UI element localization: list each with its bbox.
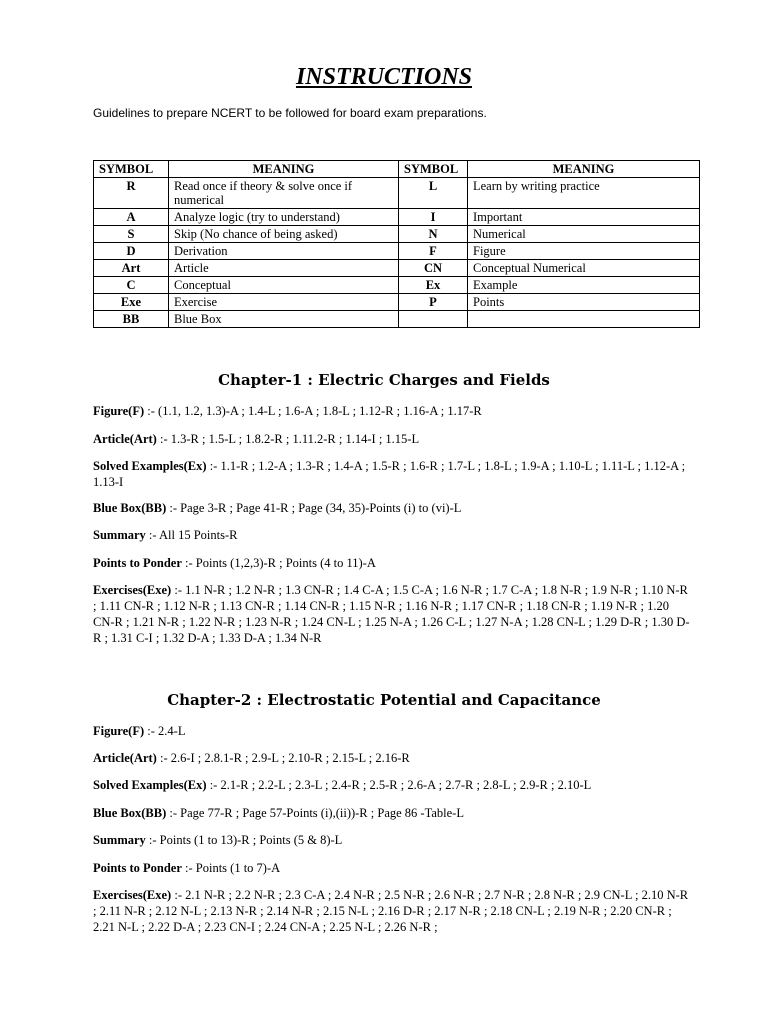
line-text: :- Page 3-R ; Page 41-R ; Page (34, 35)-Points (i) to (vi)-L (166, 501, 462, 515)
line-text: :- 1.1-R ; 1.2-A ; 1.3-R ; 1.4-A ; 1.5-R ; 1.6-R ; 1.7-L ; 1.8-L ; 1.9-A ; 1.10-L ; 1.11-L ; 1.12-A ; 1.13-I (93, 459, 686, 489)
table-row (94, 311, 700, 328)
table-cell-symbol: Exe (94, 294, 169, 311)
page-title: INSTRUCTIONS (295, 64, 473, 90)
line-label: Solved Examples(Ex) (93, 459, 207, 473)
table-header-meaning: MEANING (468, 161, 700, 178)
table-cell-symbol: R (94, 178, 169, 209)
table-cell-meaning: Conceptual Numerical (468, 260, 700, 277)
exercises-line (93, 887, 693, 935)
line-label: Article(Art) (93, 751, 157, 765)
table-cell-meaning: Important (468, 209, 700, 226)
line-label: Figure(F) (93, 404, 145, 418)
intro-text: Guidelines to prepare NCERT to be followed for board exam preparations. (93, 106, 487, 120)
table-cell-meaning: Read once if theory & solve once if numerical (169, 178, 399, 209)
table-header-symbol: SYMBOL (94, 161, 169, 178)
line-text: :- Points (1,2,3)-R ; Points (4 to 11)-A (181, 556, 376, 570)
line-label: Summary (93, 833, 146, 847)
table-row (94, 277, 700, 294)
exercises-line (93, 582, 693, 646)
table-header-meaning: MEANING (169, 161, 399, 178)
solved-examples-line (93, 458, 693, 490)
symbol-table (93, 160, 700, 328)
chapter-heading: Chapter-2 : Electrostatic Potential and Capacitance (167, 691, 601, 709)
table-header-symbol: SYMBOL (399, 161, 468, 178)
line-text: :- (1.1, 1.2, 1.3)-A ; 1.4-L ; 1.6-A ; 1.8-L ; 1.12-R ; 1.16-A ; 1.17-R (144, 404, 482, 418)
figure-line (93, 403, 693, 419)
article-line (93, 750, 693, 766)
table-cell-symbol: Ex (399, 277, 468, 294)
line-label: Summary (93, 528, 146, 542)
table-cell-meaning: Blue Box (169, 311, 399, 328)
line-text: :- Page 77-R ; Page 57-Points (i),(ii))-R ; Page 86 -Table-L (166, 806, 464, 820)
table-cell-symbol: S (94, 226, 169, 243)
blue-box-line (93, 805, 693, 821)
blue-box-line (93, 500, 693, 516)
line-text: :- 2.4-L (144, 724, 186, 738)
points-to-ponder-line (93, 860, 693, 876)
line-label: Points to Ponder (93, 556, 182, 570)
table-cell-meaning: Skip (No chance of being asked) (169, 226, 399, 243)
table-cell-meaning: Exercise (169, 294, 399, 311)
line-text: :- 1.1 N-R ; 1.2 N-R ; 1.3 CN-R ; 1.4 C-A ; 1.5 C-A ; 1.6 N-R ; 1.7 C-A ; 1.8 N-R ; 1.9 N-R ; 1.10 N-R ; 1.11 CN-R ; 1.12 N-R ; 1.13 CN-R ; 1.14 CN-R ; 1.15 N-R ; 1.16 N-R ; 1.17 CN-R ; 1.18 CN-R ; 1.19 N-R ; 1.20 CN-R ; 1.21 N-R ; 1.22 N-R ; 1.23 N-R ; 1.24 CN-L ; 1.25 N-A ; 1.26 C-L ; 1.27 N-A ; 1.28 CN-L ; 1.29 D-R ; 1.30 D-R ; 1.31 C-I ; 1.32 D-A ; 1.33 D-A ; 1.34 N-R (93, 583, 690, 645)
line-label: Exercises(Exe) (93, 583, 172, 597)
line-text: :- All 15 Points-R (145, 528, 238, 542)
line-text: :- Points (1 to 7)-A (181, 861, 281, 875)
line-label: Exercises(Exe) (93, 888, 172, 902)
table-cell-meaning: Points (468, 294, 700, 311)
line-label: Points to Ponder (93, 861, 182, 875)
summary-line (93, 527, 693, 543)
summary-line (93, 832, 693, 848)
table-row (94, 294, 700, 311)
line-text: :- Points (1 to 13)-R ; Points (5 & 8)-L (145, 833, 343, 847)
table-cell-symbol: P (399, 294, 468, 311)
article-line (93, 431, 693, 447)
table-cell-meaning: Conceptual (169, 277, 399, 294)
table-cell-symbol: D (94, 243, 169, 260)
line-label: Figure(F) (93, 724, 145, 738)
table-cell-meaning: Analyze logic (try to understand) (169, 209, 399, 226)
line-text: :- 2.1 N-R ; 2.2 N-R ; 2.3 C-A ; 2.4 N-R ; 2.5 N-R ; 2.6 N-R ; 2.7 N-R ; 2.8 N-R ; 2.9 CN-L ; 2.10 N-R ; 2.11 N-R ; 2.12 N-L ; 2.13 N-R ; 2.14 N-R ; 2.15 N-L ; 2.16 D-R ; 2.17 N-R ; 2.18 CN-L ; 2.19 N-R ; 2.20 CN-R ; 2.21 N-L ; 2.22 D-A ; 2.23 CN-I ; 2.24 CN-A ; 2.25 N-L ; 2.26 N-R ; (93, 888, 689, 934)
table-cell-meaning: Example (468, 277, 700, 294)
chapter-heading: Chapter-1 : Electric Charges and Fields (218, 371, 550, 389)
table-cell-meaning: Article (169, 260, 399, 277)
table-cell-symbol: Art (94, 260, 169, 277)
table-cell-symbol: A (94, 209, 169, 226)
table-cell-symbol: L (399, 178, 468, 209)
table-row (94, 178, 700, 209)
table-cell-symbol: CN (399, 260, 468, 277)
table-row (94, 260, 700, 277)
line-label: Solved Examples(Ex) (93, 778, 207, 792)
table-cell-symbol (399, 311, 468, 328)
table-cell-symbol: F (399, 243, 468, 260)
table-cell-meaning: Numerical (468, 226, 700, 243)
solved-examples-line (93, 777, 693, 793)
line-label: Blue Box(BB) (93, 806, 167, 820)
table-header-row (94, 161, 700, 178)
table-cell-meaning (468, 311, 700, 328)
table-cell-meaning: Learn by writing practice (468, 178, 700, 209)
table-row (94, 243, 700, 260)
table-row (94, 226, 700, 243)
line-label: Blue Box(BB) (93, 501, 167, 515)
table-cell-symbol: BB (94, 311, 169, 328)
line-text: :- 1.3-R ; 1.5-L ; 1.8.2-R ; 1.11.2-R ; 1.14-I ; 1.15-L (156, 432, 420, 446)
table-cell-symbol: N (399, 226, 468, 243)
table-cell-meaning: Derivation (169, 243, 399, 260)
table-row (94, 209, 700, 226)
table-cell-meaning: Figure (468, 243, 700, 260)
points-to-ponder-line (93, 555, 693, 571)
table-cell-symbol: C (94, 277, 169, 294)
table-cell-symbol: I (399, 209, 468, 226)
line-text: :- 2.1-R ; 2.2-L ; 2.3-L ; 2.4-R ; 2.5-R ; 2.6-A ; 2.7-R ; 2.8-L ; 2.9-R ; 2.10-L (206, 778, 592, 792)
figure-line (93, 723, 693, 739)
line-text: :- 2.6-I ; 2.8.1-R ; 2.9-L ; 2.10-R ; 2.15-L ; 2.16-R (156, 751, 410, 765)
line-label: Article(Art) (93, 432, 157, 446)
